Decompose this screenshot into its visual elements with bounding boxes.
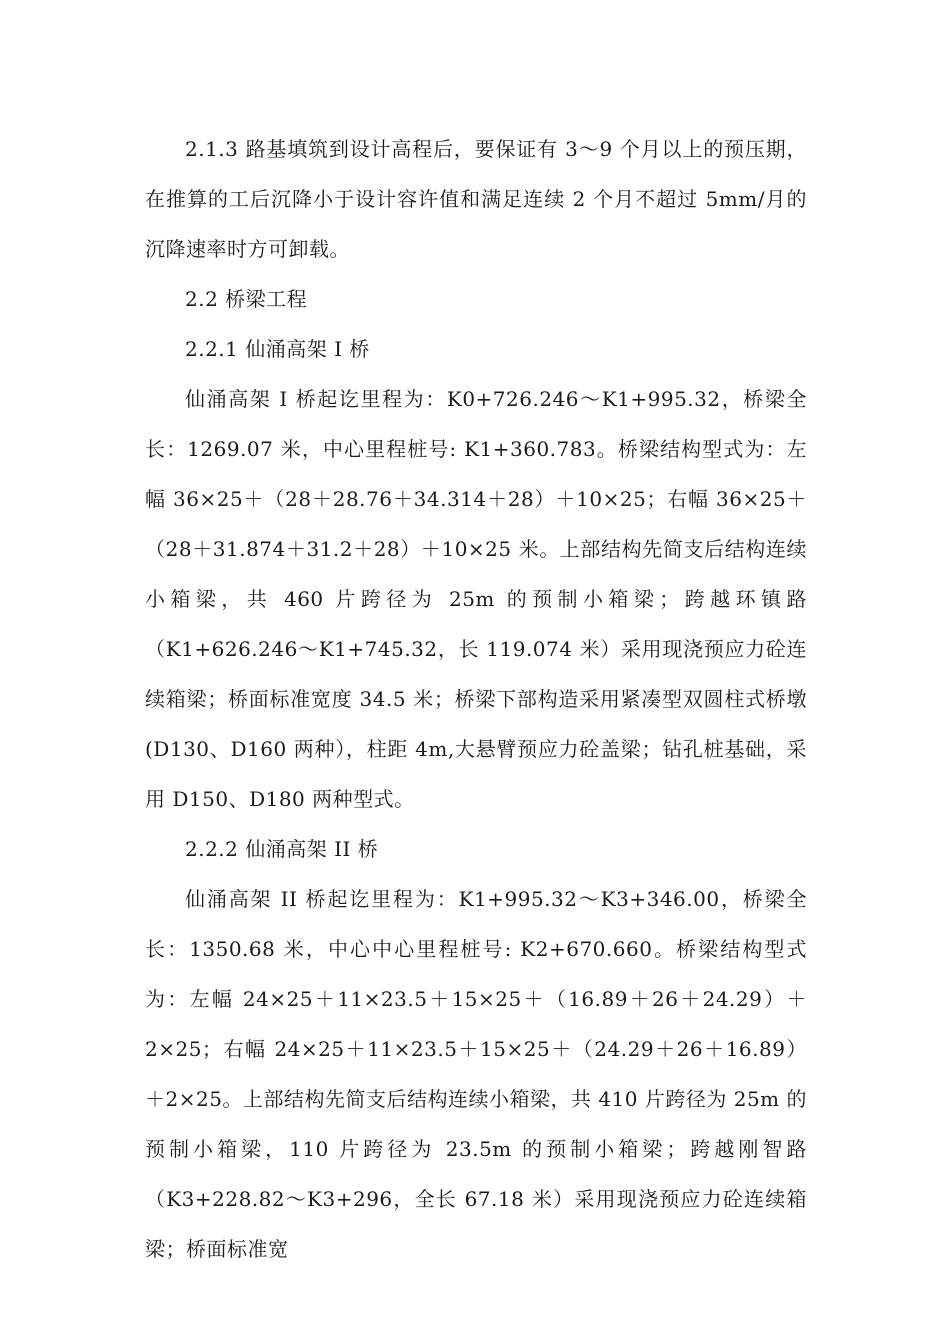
section-heading-2-2-2: 2.2.2 仙涌高架 II 桥 (185, 837, 379, 861)
paragraph-bridge-1: 仙涌高架 I 桥起讫里程为：K0+726.246～K1+995.32，桥梁全长：1269.07 米，中心里程桩号: K1+360.783。桥梁结构型式为：左幅 36×25＋（28＋28.76＋34.314＋28）＋10×25；右幅 36×25＋（28＋31.874＋31.2＋28）＋10×25 米。上部结构先简支后结构连续小箱梁，共 460 片跨径为 25m 的预制小箱梁；跨越环镇路（K1+626.246～K1+745.32，长 119.074 米）采用现浇预应力砼连续箱梁；桥面标准宽度 34.5 米；桥梁下部构造采用紧凑型双圆柱式桥墩(D130、D160 两种），柱距 4m,大悬臂预应力砼盖梁；钻孔桩基础，采用 D150、D180 两种型式。 (145, 387, 807, 811)
section-heading-2-2-1: 2.2.1 仙涌高架 I 桥 (185, 337, 370, 361)
section-heading-2-2: 2.2 桥梁工程 (185, 287, 308, 311)
paragraph-bridge-2: 仙涌高架 II 桥起讫里程为：K1+995.32～K3+346.00，桥梁全长：1350.68 米，中心中心里程桩号: K2+670.660。桥梁结构型式为：左幅 24×25＋11×23.5＋15×25＋（16.89＋26＋24.29）＋2×25；右幅 24×25＋11×23.5＋15×25＋（24.29＋26＋16.89）＋2×25。上部结构先简支后结构连续小箱梁，共 410 片跨径为 25m 的预制小箱梁，110 片跨径为 23.5m 的预制小箱梁；跨越刚智路（K3+228.82～K3+296，全长 67.18 米）采用现浇预应力砼连续箱梁；桥面标准宽 (145, 887, 807, 1261)
document-body (145, 124, 807, 1274)
paragraph-2-1-3: 2.1.3 路基填筑到设计高程后，要保证有 3～9 个月以上的预压期，在推算的工后沉降小于设计容许值和满足连续 2 个月不超过 5mm/月的沉降速率时方可卸载。 (145, 137, 807, 261)
